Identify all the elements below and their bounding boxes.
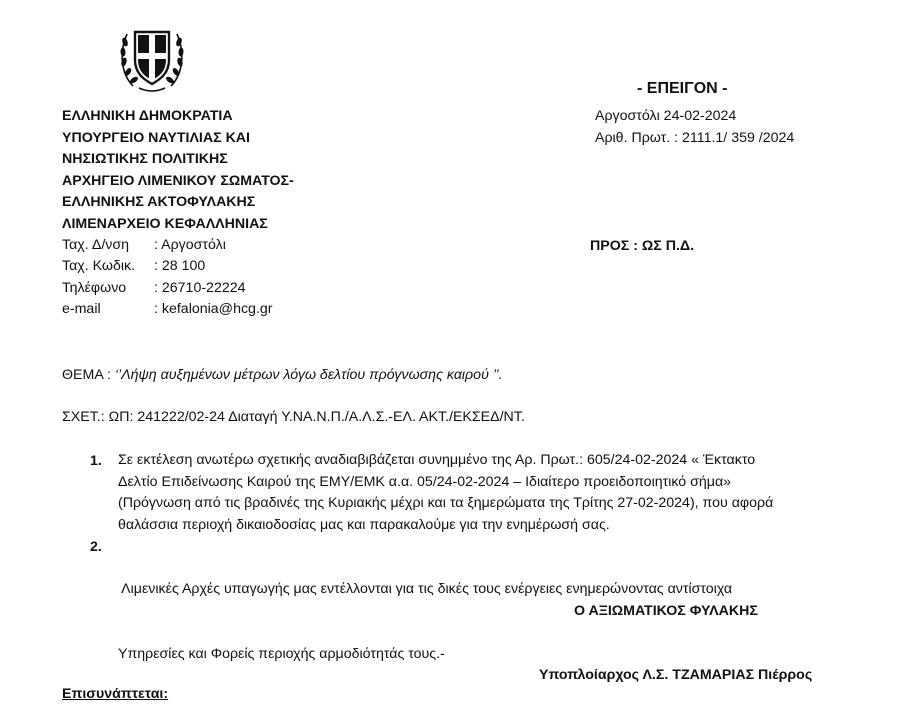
item-paragraph-1 [118,450,773,536]
subject-text: ‘’Λήψη αυξημένων μέτρων λόγω δελτίου πρόγνωσης καιρού ’’. [114,367,503,383]
item-line: Σε εκτέλεση ανωτέρω σχετικής αναδιαβιβάζεται συνημμένο της Αρ. Πρωτ.: 605/24-02-2024 « Έκτακτο [118,452,756,468]
subject-label: ΘΕΜΑ : [62,367,115,383]
place-date: Αργοστόλι 24-02-2024 [595,108,737,124]
contact-label: Ταχ. Δ/νση [62,237,130,253]
item-line: (Πρόγνωση από τις βραδινές της Κυριακής μέχρι και τα ξημερώματα της Τρίτης 27-02-2024), που αφορά [118,495,774,511]
item-line: Δελτίο Επιδείνωσης Καιρού της ΕΜΥ/ΕΜΚ α.α. 05/24-02-2024 – Ιδιαίτερο προειδοποιητικό σήμα» [118,473,732,490]
reference-line: ΣΧΕΤ.: ΩΠ: 241222/02-24 Διαταγή Υ.ΝΑ.Ν.Π./Α.Λ.Σ.-ΕΛ. ΑΚΤ./ΕΚΣΕΔ/ΝΤ. [62,409,525,425]
protocol-number: Αριθ. Πρωτ. : 2111.1/ 359 /2024 [595,130,795,146]
contact-row-postal-code [62,258,205,274]
item-line: θαλάσσια περιοχή δικαιοδοσίας μας και παρακαλούμε για την ενημέρωσή σας. [118,516,610,533]
contact-value: : 28 100 [154,258,206,274]
header-line-port-authority: ΛΙΜΕΝΑΡΧΕΙΟ ΚΕΦΑΛΛΗΝΙΑΣ [62,216,268,232]
contact-value: : Αργοστόλι [154,237,226,253]
contact-row-email [62,301,273,317]
contact-row-phone [62,280,246,296]
urgent-label: - ΕΠΕΙΓΟΝ - [637,80,728,97]
signature-name: Υποπλοίαρχος Λ.Σ. ΤΖΑΜΑΡΙΑΣ Πιέρρος [539,667,813,683]
attachment-label: Επισυνάπτεται: [62,686,169,702]
contact-label: Ταχ. Κωδικ. [62,258,136,274]
signature-title: Ο ΑΞΙΩΜΑΤΙΚΟΣ ΦΥΛΑΚΗΣ [574,603,758,619]
contact-row-address [62,237,226,253]
item-number: 2. [90,539,102,555]
item-line: Υπηρεσίες και Φορείς περιοχής αρμοδιότητάς τους.- [118,645,445,662]
contact-value: : 26710-22224 [154,280,246,296]
header-line-ministry: ΥΠΟΥΡΓΕΙΟ ΝΑΥΤΙΛΙΑΣ ΚΑΙ [62,130,250,146]
header-line-coast-guard-cont: ΕΛΛΗΝΙΚΗΣ ΑΚΤΟΦΥΛΑΚΗΣ [62,194,256,210]
item-line: Λιμενικές Αρχές υπαγωγής μας εντέλλονται για τις δικές τους ενέργειες ενημερώνοντας αντίστοιχα [118,581,733,597]
greek-coat-of-arms-emblem [119,22,185,94]
header-line-ministry-cont: ΝΗΣΙΩΤΙΚΗΣ ΠΟΛΙΤΙΚΗΣ [62,151,228,167]
header-line-coast-guard: ΑΡΧΗΓΕΙΟ ΛΙΜΕΝΙΚΟΥ ΣΩΜΑΤΟΣ- [62,173,294,189]
contact-label: Τηλέφωνο [62,280,127,296]
item-number: 1. [90,453,102,469]
subject-line [62,367,503,383]
header-line-republic: ΕΛΛΗΝΙΚΗ ΔΗΜΟΚΡΑΤΙΑ [62,108,233,124]
recipient-line: ΠΡΟΣ : ΩΣ Π.Δ. [590,238,695,254]
contact-label: e-mail [62,301,101,317]
contact-value-email[interactable]: : kefalonia@hcg.gr [154,301,273,317]
